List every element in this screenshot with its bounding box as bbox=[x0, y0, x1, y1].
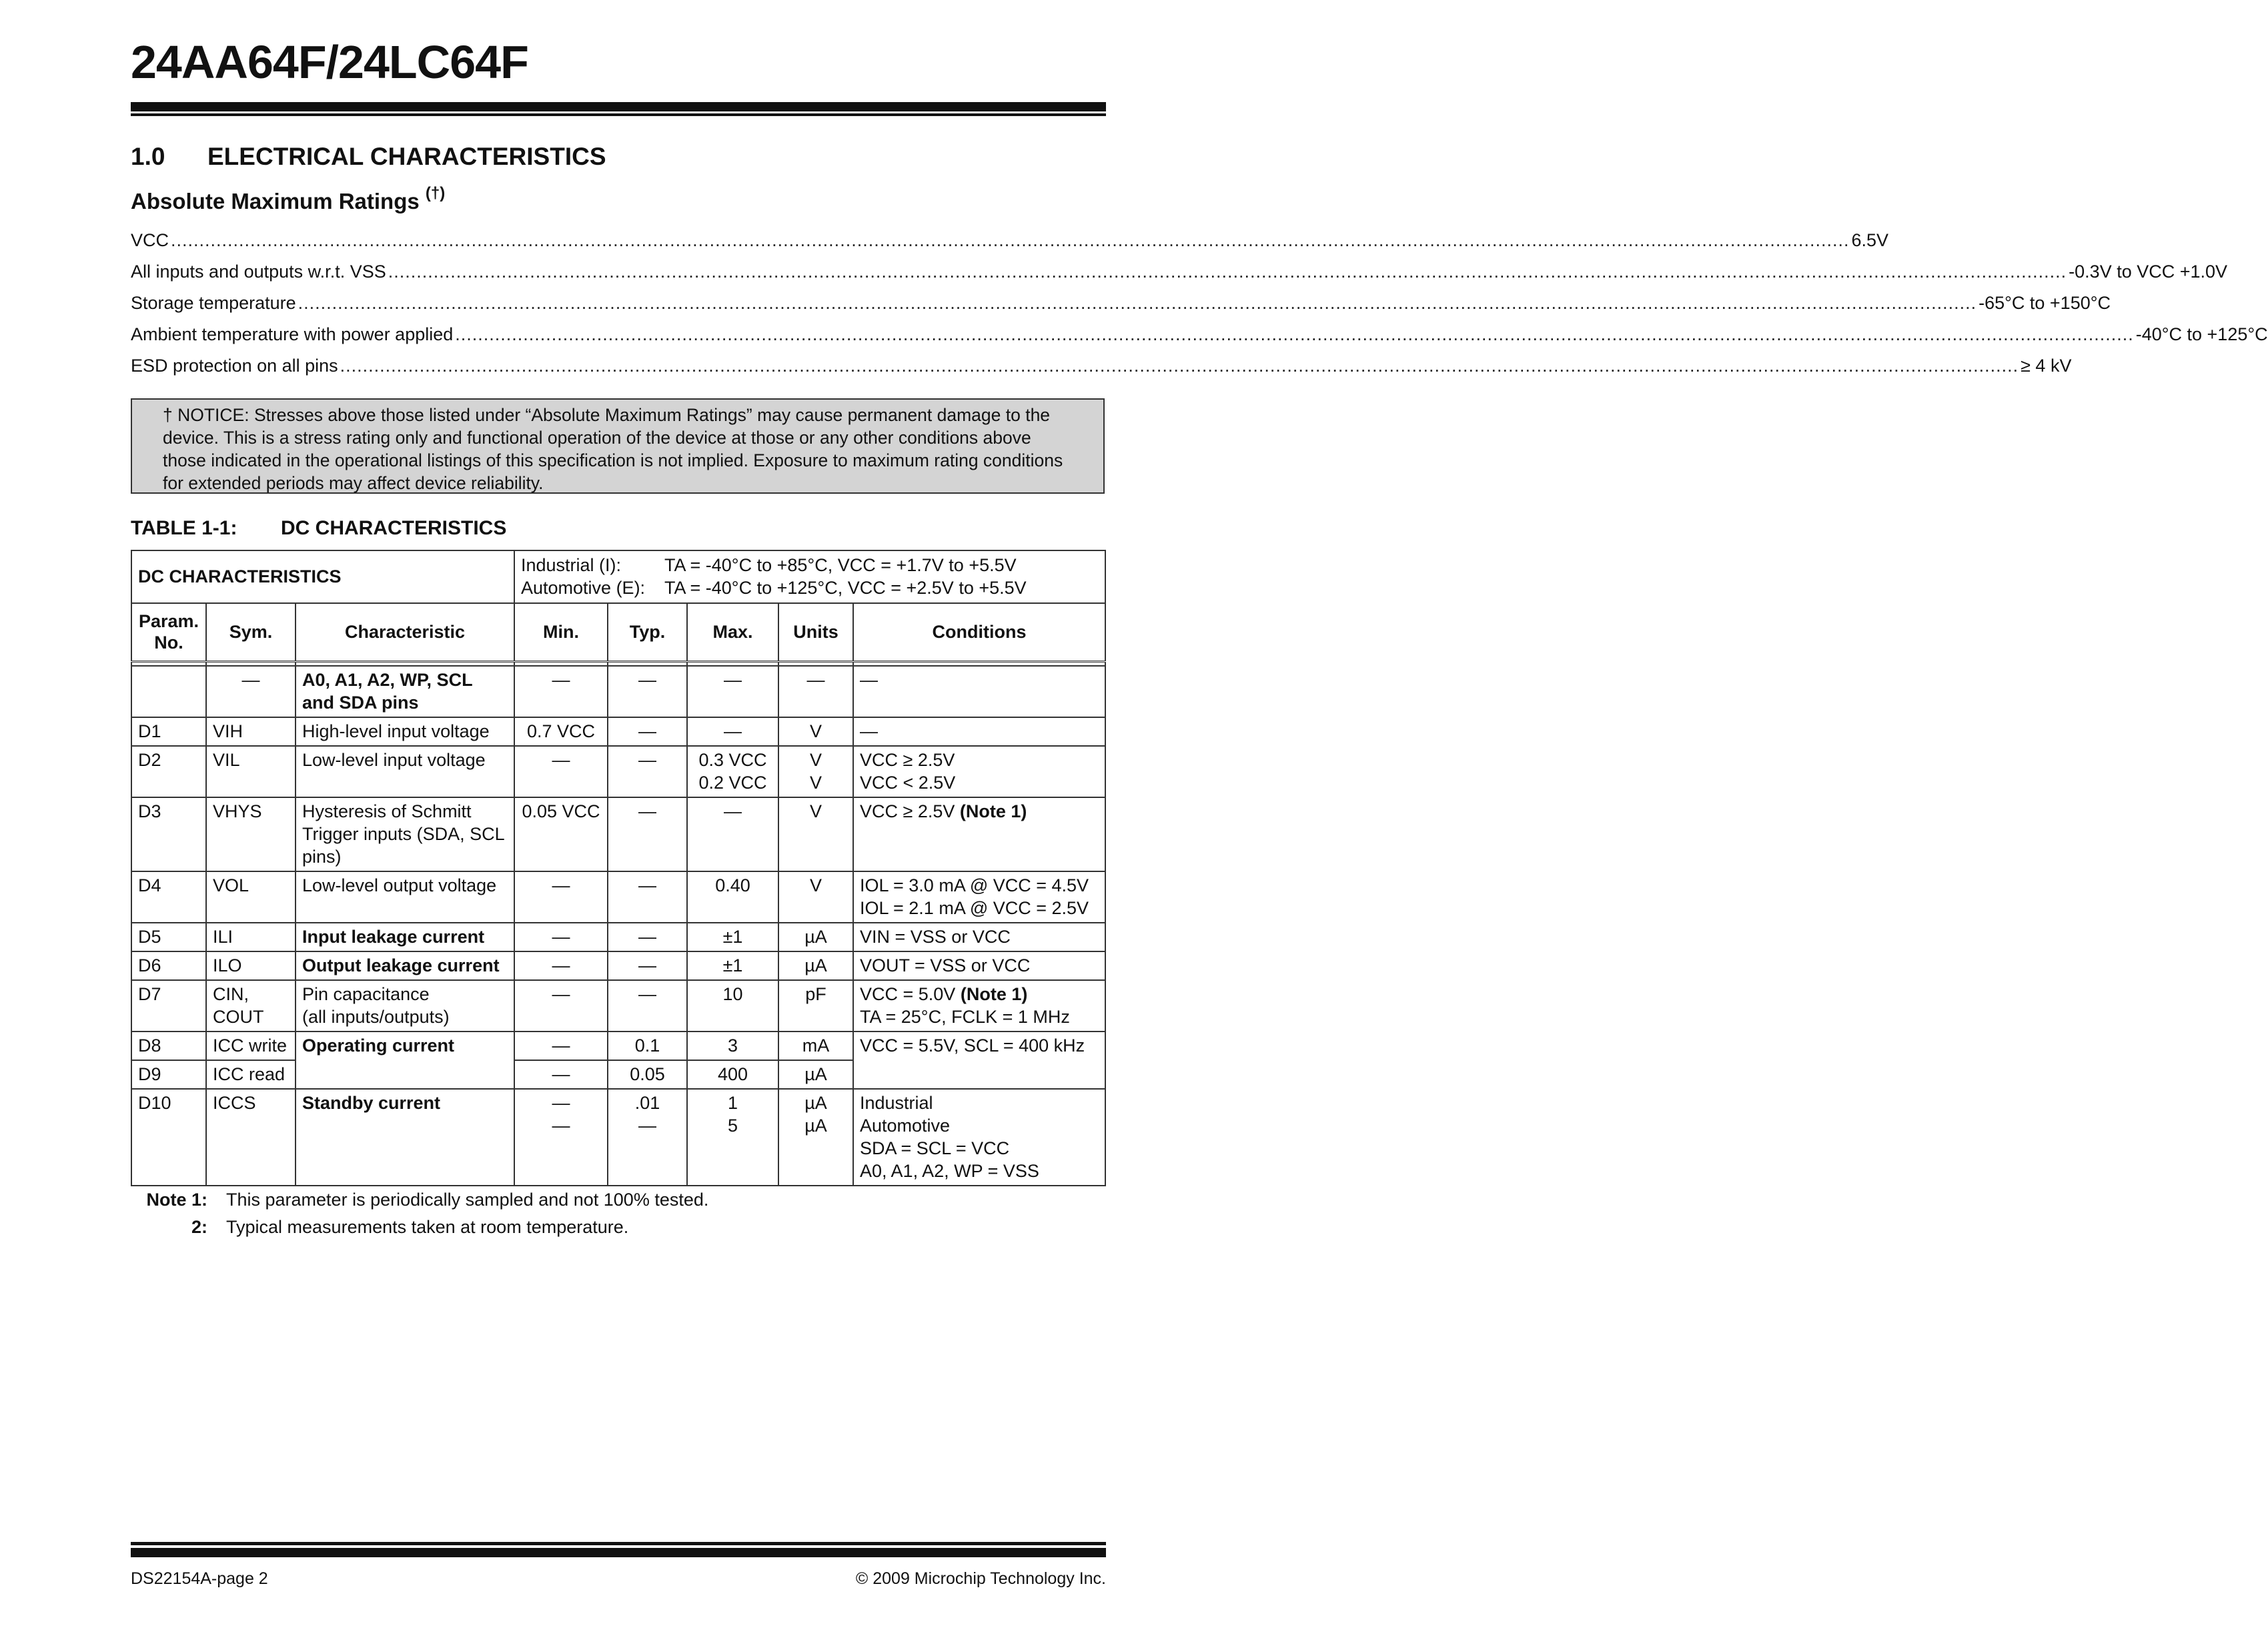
header-rule-thick bbox=[131, 102, 1106, 111]
note-ref: (Note 1) bbox=[959, 801, 1027, 821]
max-cell: ±1 bbox=[687, 951, 778, 980]
conditions-cell: — bbox=[853, 666, 1105, 717]
rating-value: ≥ 4 kV bbox=[2021, 356, 2072, 376]
leader-dots: ........................................................................................................................................................................................................................................................................................................ bbox=[388, 262, 2067, 282]
note-item bbox=[131, 1186, 708, 1214]
automotive-label: Automotive (E): bbox=[521, 578, 646, 598]
rating-row bbox=[131, 356, 2072, 387]
units-cell: V bbox=[778, 871, 853, 923]
typ-cell: — bbox=[608, 666, 687, 717]
param-cell: D7 bbox=[131, 980, 206, 1032]
max-line: 1 bbox=[727, 1092, 738, 1113]
characteristic-cell: Standby current bbox=[296, 1089, 514, 1186]
param-cell: D1 bbox=[131, 717, 206, 746]
characteristic-cell: Operating current bbox=[296, 1032, 514, 1089]
condition-line: Industrial bbox=[860, 1092, 933, 1113]
section-heading bbox=[131, 142, 606, 171]
typ-cell bbox=[608, 1089, 687, 1186]
note-tag: 2: bbox=[191, 1217, 207, 1237]
min-line: — bbox=[552, 1092, 570, 1113]
typ-cell: — bbox=[608, 717, 687, 746]
column-header: Sym. bbox=[206, 603, 296, 661]
param-cell: D5 bbox=[131, 923, 206, 951]
units-line: µA bbox=[804, 1092, 827, 1113]
table-row bbox=[131, 746, 1105, 797]
amr-mark: (†) bbox=[425, 184, 446, 202]
conditions-cell: VCC = 5.5V, SCL = 400 kHz bbox=[853, 1032, 1105, 1089]
rating-value: -40°C to +125°C bbox=[2135, 324, 2268, 344]
temperature-ranges bbox=[514, 550, 1105, 603]
typ-cell: — bbox=[608, 980, 687, 1032]
sym-line: CIN, bbox=[213, 983, 249, 1004]
condition-line: IOL = 3.0 mA @ VCC = 4.5V bbox=[860, 875, 1089, 895]
condition-line: A0, A1, A2, WP = VSS bbox=[860, 1160, 1039, 1181]
table-number: TABLE 1-1: bbox=[131, 517, 237, 539]
max-cell bbox=[687, 746, 778, 797]
table-caption bbox=[131, 517, 506, 540]
conditions-cell bbox=[853, 871, 1105, 923]
param-cell: D4 bbox=[131, 871, 206, 923]
max-cell: 400 bbox=[687, 1060, 778, 1089]
min-cell: 0.05 VCC bbox=[514, 797, 608, 871]
min-line: — bbox=[552, 1115, 570, 1136]
rating-row bbox=[131, 293, 2111, 324]
units-cell: µA bbox=[778, 951, 853, 980]
conditions-cell bbox=[853, 797, 1105, 871]
table-row bbox=[131, 980, 1105, 1032]
condition-text: VCC = 5.0V bbox=[860, 983, 956, 1004]
units-line: V bbox=[809, 749, 822, 770]
conditions-cell: VOUT = VSS or VCC bbox=[853, 951, 1105, 980]
condition-text: VCC ≥ 2.5V bbox=[860, 801, 955, 821]
sym-cell: ICCS bbox=[206, 1089, 296, 1186]
sym-cell bbox=[206, 980, 296, 1032]
sym-cell: — bbox=[206, 666, 296, 717]
amr-heading bbox=[131, 184, 446, 215]
typ-cell: — bbox=[608, 923, 687, 951]
table-row bbox=[131, 871, 1105, 923]
characteristic-cell: Hysteresis of Schmitt Trigger inputs (SDA, SCL pins) bbox=[296, 797, 514, 871]
typ-cell: — bbox=[608, 871, 687, 923]
leader-dots: ........................................................................................................................................................................................................................................................................................................ bbox=[455, 324, 2134, 344]
typ-line: .01 bbox=[634, 1092, 660, 1113]
units-line: µA bbox=[804, 1115, 827, 1136]
characteristic-line: (all inputs/outputs) bbox=[302, 1006, 450, 1027]
leader-dots: ........................................................................................................................................................................................................................................................................................................ bbox=[340, 356, 2019, 376]
min-cell: — bbox=[514, 871, 608, 923]
sym-cell: VIH bbox=[206, 717, 296, 746]
rating-value: -0.3V to VCC +1.0V bbox=[2069, 262, 2228, 282]
units-cell: µA bbox=[778, 1060, 853, 1089]
footer-copyright: © 2009 Microchip Technology Inc. bbox=[855, 1569, 1106, 1588]
dc-characteristics-table bbox=[131, 550, 1106, 1186]
industrial-value: TA = -40°C to +85°C, VCC = +1.7V to +5.5V bbox=[664, 555, 1017, 575]
param-cell: D3 bbox=[131, 797, 206, 871]
note-text: Typical measurements taken at room temperature. bbox=[226, 1217, 629, 1237]
notice-box: † NOTICE: Stresses above those listed under “Absolute Maximum Ratings” may cause permanent damage to the device. This is a stress rating only and functional operation of the device at those or any other conditions above those indicated in the operational listings of this specification is not implied. Exposure to maximum rating conditions for extended periods may affect device reliability. bbox=[131, 398, 1105, 494]
units-cell: mA bbox=[778, 1032, 853, 1060]
units-line: V bbox=[809, 772, 822, 793]
min-cell: — bbox=[514, 1032, 608, 1060]
header-rule-thin bbox=[131, 113, 1106, 116]
conditions-cell bbox=[853, 746, 1105, 797]
page-title: 24AA64F/24LC64F bbox=[131, 36, 528, 88]
typ-cell: — bbox=[608, 797, 687, 871]
max-cell: 10 bbox=[687, 980, 778, 1032]
characteristic-cell: Low-level output voltage bbox=[296, 871, 514, 923]
leader-dots: ........................................................................................................................................................................................................................................................................................................ bbox=[171, 230, 1850, 250]
param-cell bbox=[131, 666, 206, 717]
min-cell: — bbox=[514, 1060, 608, 1089]
table-header-row bbox=[131, 550, 1105, 603]
rating-value: 6.5V bbox=[1851, 230, 1888, 250]
footer-rule-thick bbox=[131, 1548, 1106, 1557]
footer-doc-id: DS22154A-page 2 bbox=[131, 1569, 268, 1588]
column-header: Typ. bbox=[608, 603, 687, 661]
param-cell: D8 bbox=[131, 1032, 206, 1060]
ratings-list bbox=[131, 230, 2268, 387]
sym-cell: ILI bbox=[206, 923, 296, 951]
sym-cell: VHYS bbox=[206, 797, 296, 871]
min-cell bbox=[514, 1089, 608, 1186]
rating-value: -65°C to +150°C bbox=[1978, 293, 2111, 313]
max-cell bbox=[687, 1089, 778, 1186]
min-cell: — bbox=[514, 666, 608, 717]
rating-label: Ambient temperature with power applied bbox=[131, 324, 454, 344]
rating-row bbox=[131, 324, 2268, 356]
characteristic-line: Pin capacitance bbox=[302, 983, 430, 1004]
typ-line: — bbox=[638, 1115, 656, 1136]
column-header-row bbox=[131, 603, 1105, 661]
rating-row bbox=[131, 262, 2228, 293]
table-row bbox=[131, 797, 1105, 871]
max-line: 0.3 VCC bbox=[698, 749, 767, 770]
automotive-value: TA = -40°C to +125°C, VCC = +2.5V to +5.5V bbox=[664, 578, 1027, 598]
max-line: 0.2 VCC bbox=[698, 772, 767, 793]
typ-cell: 0.05 bbox=[608, 1060, 687, 1089]
conditions-cell bbox=[853, 1089, 1105, 1186]
condition-line: Automotive bbox=[860, 1115, 951, 1136]
param-cell: D10 bbox=[131, 1089, 206, 1186]
footer-rule-thin bbox=[131, 1542, 1106, 1545]
rating-label: Storage temperature bbox=[131, 293, 296, 313]
max-line: 5 bbox=[727, 1115, 738, 1136]
param-cell: D6 bbox=[131, 951, 206, 980]
condition-line: IOL = 2.1 mA @ VCC = 2.5V bbox=[860, 897, 1089, 918]
min-cell: — bbox=[514, 746, 608, 797]
characteristic-cell: Output leakage current bbox=[296, 951, 514, 980]
characteristic-cell: A0, A1, A2, WP, SCL and SDA pins bbox=[296, 666, 514, 717]
industrial-label: Industrial (I): bbox=[521, 555, 622, 575]
amr-title: Absolute Maximum Ratings bbox=[131, 189, 420, 214]
max-cell: — bbox=[687, 717, 778, 746]
table-title: DC CHARACTERISTICS bbox=[281, 517, 507, 539]
note-item bbox=[131, 1214, 708, 1241]
min-cell: 0.7 VCC bbox=[514, 717, 608, 746]
typ-cell: — bbox=[608, 746, 687, 797]
units-cell: — bbox=[778, 666, 853, 717]
note-text: This parameter is periodically sampled and not 100% tested. bbox=[226, 1190, 709, 1210]
max-cell: 0.40 bbox=[687, 871, 778, 923]
condition-line: VCC ≥ 2.5V bbox=[860, 749, 955, 770]
max-cell: ±1 bbox=[687, 923, 778, 951]
sym-line: COUT bbox=[213, 1006, 264, 1027]
condition-line: SDA = SCL = VCC bbox=[860, 1138, 1010, 1158]
conditions-cell: — bbox=[853, 717, 1105, 746]
param-cell: D9 bbox=[131, 1060, 206, 1089]
units-cell: V bbox=[778, 797, 853, 871]
min-cell: — bbox=[514, 951, 608, 980]
min-cell: — bbox=[514, 923, 608, 951]
condition-line: VCC < 2.5V bbox=[860, 772, 956, 793]
table-row bbox=[131, 923, 1105, 951]
table-row bbox=[131, 951, 1105, 980]
max-cell: — bbox=[687, 666, 778, 717]
table-row bbox=[131, 1089, 1105, 1186]
units-cell: pF bbox=[778, 980, 853, 1032]
sym-cell: ILO bbox=[206, 951, 296, 980]
sym-cell: VIL bbox=[206, 746, 296, 797]
sym-cell: ICC read bbox=[206, 1060, 296, 1089]
conditions-cell bbox=[853, 980, 1105, 1032]
note-ref: (Note 1) bbox=[960, 983, 1028, 1004]
rating-row bbox=[131, 230, 1888, 262]
rating-label: VCC bbox=[131, 230, 169, 250]
rating-label: ESD protection on all pins bbox=[131, 356, 338, 376]
param-cell: D2 bbox=[131, 746, 206, 797]
note-tag: Note 1: bbox=[146, 1190, 207, 1210]
max-cell: 3 bbox=[687, 1032, 778, 1060]
column-header: Conditions bbox=[853, 603, 1105, 661]
leader-dots: ........................................................................................................................................................................................................................................................................................................ bbox=[298, 293, 1977, 313]
units-cell: V bbox=[778, 717, 853, 746]
min-cell: — bbox=[514, 980, 608, 1032]
section-number: 1.0 bbox=[131, 143, 165, 170]
characteristic-cell: Low-level input voltage bbox=[296, 746, 514, 797]
condition-line: TA = 25°C, FCLK = 1 MHz bbox=[860, 1006, 1070, 1027]
characteristic-cell bbox=[296, 980, 514, 1032]
column-header: Units bbox=[778, 603, 853, 661]
sym-cell: ICC write bbox=[206, 1032, 296, 1060]
table-row bbox=[131, 1032, 1105, 1060]
table-notes bbox=[131, 1186, 708, 1241]
typ-cell: 0.1 bbox=[608, 1032, 687, 1060]
table-row bbox=[131, 666, 1105, 717]
units-cell bbox=[778, 1089, 853, 1186]
section-title: ELECTRICAL CHARACTERISTICS bbox=[207, 143, 606, 170]
dc-label: DC CHARACTERISTICS bbox=[131, 550, 514, 603]
characteristic-cell: Input leakage current bbox=[296, 923, 514, 951]
units-cell: µA bbox=[778, 923, 853, 951]
conditions-cell: VIN = VSS or VCC bbox=[853, 923, 1105, 951]
table-row bbox=[131, 717, 1105, 746]
sym-cell: VOL bbox=[206, 871, 296, 923]
column-header: Max. bbox=[687, 603, 778, 661]
column-header: Min. bbox=[514, 603, 608, 661]
column-header: Characteristic bbox=[296, 603, 514, 661]
units-cell bbox=[778, 746, 853, 797]
rating-label: All inputs and outputs w.r.t. VSS bbox=[131, 262, 386, 282]
column-header: Param. No. bbox=[131, 603, 206, 661]
characteristic-cell: High-level input voltage bbox=[296, 717, 514, 746]
typ-cell: — bbox=[608, 951, 687, 980]
max-cell: — bbox=[687, 797, 778, 871]
